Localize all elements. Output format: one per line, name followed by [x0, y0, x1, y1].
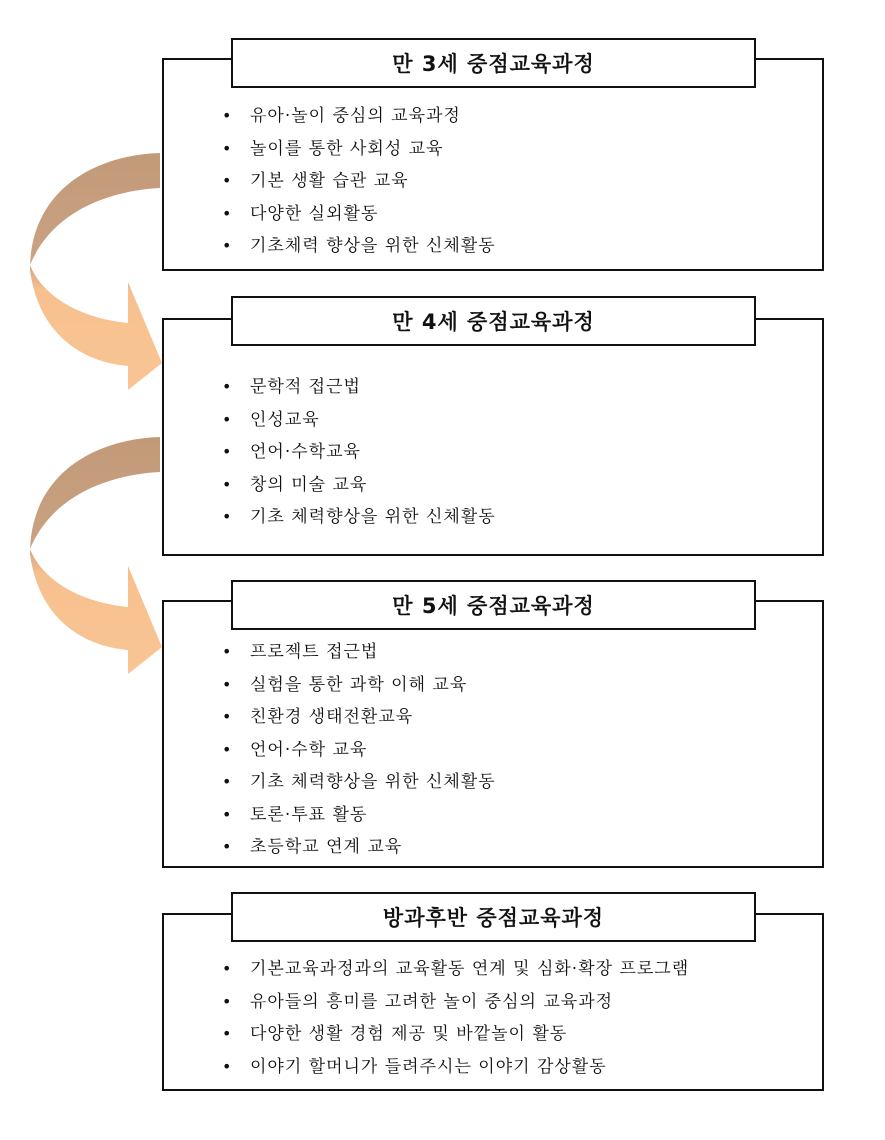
list-item: • 언어·수학교육 [164, 436, 822, 469]
list-item: • 문학적 접근법 [164, 371, 822, 404]
list-item: • 놀이를 통한 사회성 교육 [164, 133, 822, 166]
list-item: • 창의 미술 교육 [164, 469, 822, 502]
list-item: • 이야기 할머니가 들려주시는 이야기 감상활동 [164, 1051, 822, 1084]
list-item: • 기초 체력향상을 위한 신체활동 [164, 501, 822, 534]
list-item: • 실험을 통한 과학 이해 교육 [164, 669, 822, 702]
list-item: • 기초체력 향상을 위한 신체활동 [164, 230, 822, 263]
list-item: • 유아들의 흥미를 고려한 놀이 중심의 교육과정 [164, 986, 822, 1019]
curved-arrow-icon [30, 437, 162, 674]
list-item: • 유아·놀이 중심의 교육과정 [164, 100, 822, 133]
list-item: • 기본 생활 습관 교육 [164, 165, 822, 198]
list-item: • 친환경 생태전환교육 [164, 701, 822, 734]
section-title-age3: 만 3세 중점교육과정 [231, 38, 756, 88]
list-item: • 기초 체력향상을 위한 신체활동 [164, 766, 822, 799]
list-item: • 초등학교 연계 교육 [164, 831, 822, 864]
list-item: • 언어·수학 교육 [164, 734, 822, 767]
list-item: • 다양한 생활 경험 제공 및 바깥놀이 활동 [164, 1018, 822, 1051]
section-title-afterschool: 방과후반 중점교육과정 [231, 892, 756, 942]
section-title-age5: 만 5세 중점교육과정 [231, 580, 756, 630]
list-item: • 프로젝트 접근법 [164, 636, 822, 669]
list-item: • 기본교육과정과의 교육활동 연계 및 심화·확장 프로그램 [164, 953, 822, 986]
section-title-age4: 만 4세 중점교육과정 [231, 296, 756, 346]
list-item: • 인성교육 [164, 404, 822, 437]
list-item: • 다양한 실외활동 [164, 198, 822, 231]
list-item: • 토론·투표 활동 [164, 799, 822, 832]
curved-arrow-icon [30, 153, 162, 390]
